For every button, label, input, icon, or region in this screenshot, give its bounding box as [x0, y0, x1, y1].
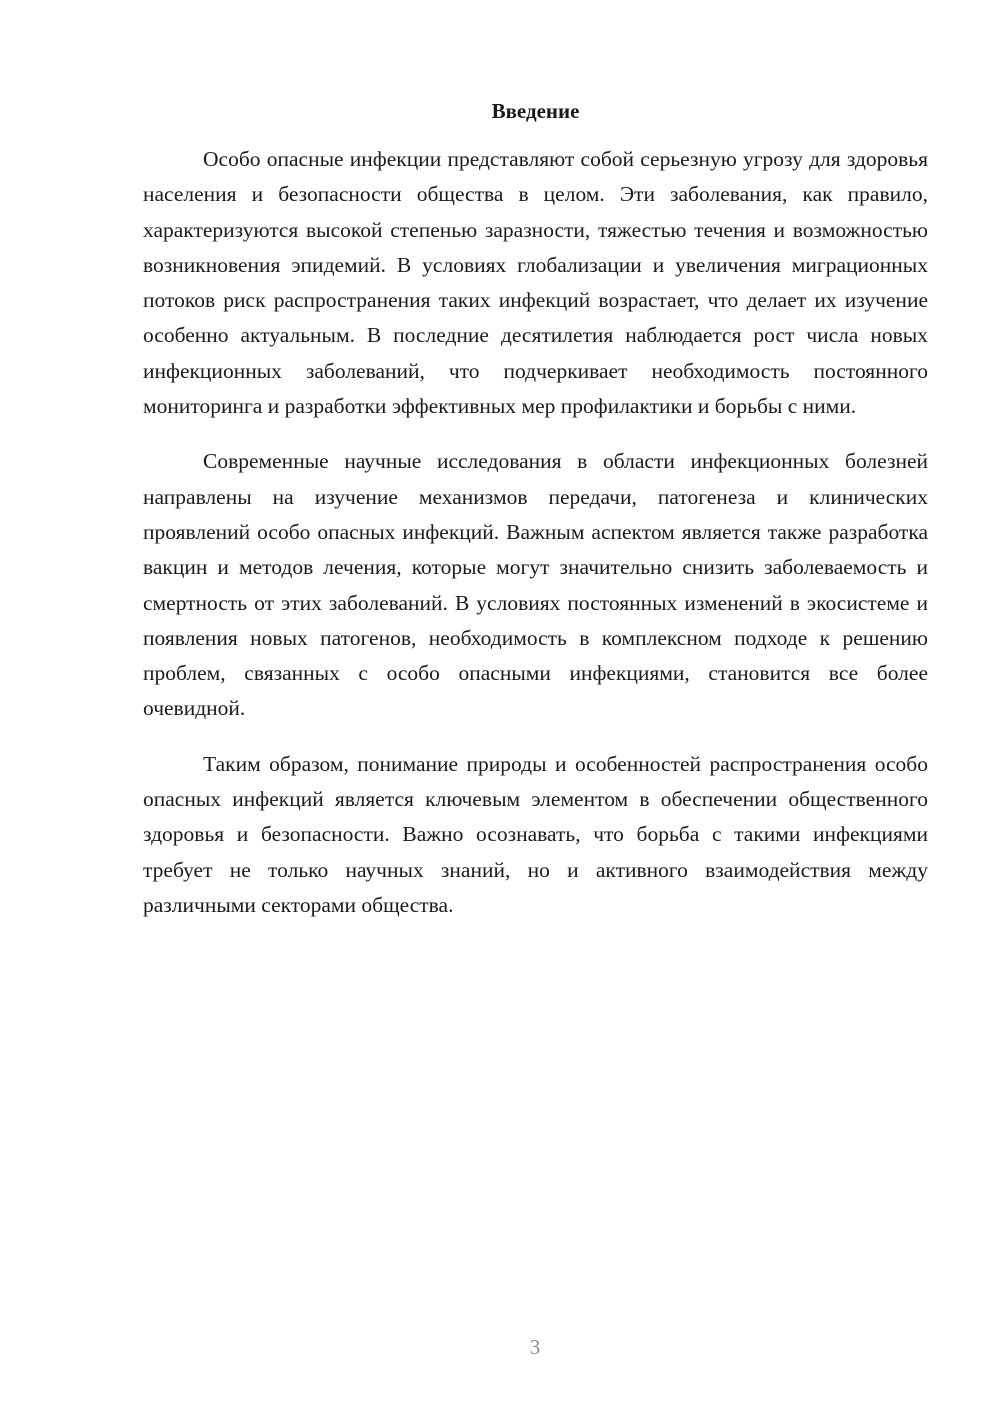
body-text	[143, 142, 928, 943]
paragraph-3: Таким образом, понимание природы и особенностей распространения особо опасных инфекций является ключевым элементом в обеспечении общественного здоровья и безопасности. Важно осознавать, что борьба с такими инфекциями требует не только научных знаний, но и активного взаимодействия между различными секторами общества.	[143, 751, 928, 917]
paragraph-2: Современные научные исследования в области инфекционных болезней направлены на изучение механизмов передачи, патогенеза и клинических проявлений особо опасных инфекций. Важным аспектом является также разработка вакцин и методов лечения, которые могут значительно снизить заболеваемость и смертность от этих заболеваний. В условиях постоянных изменений в экосистеме и появления новых патогенов, необходимость в комплексном подходе к решению проблем, связанных с особо опасными инфекциями, становится все более очевидной.	[143, 449, 928, 721]
page-number: 3	[529, 1335, 541, 1359]
paragraph-1: Особо опасные инфекции представляют собой серьезную угрозу для здоровья населения и безопасности общества в целом. Эти заболевания, как правило, характеризуются высокой степенью заразности, тяжестью течения и возможностью возникновения эпидемий. В условиях глобализации и увеличения миграционных потоков риск распространения таких инфекций возрастает, что делает их изучение особенно актуальным. В последние десятилетия наблюдается рост числа новых инфекционных заболеваний, что подчеркивает необходимость постоянного мониторинга и разработки эффективных мер профилактики и борьбы с ними.	[143, 147, 928, 419]
section-heading: Введение	[491, 99, 580, 123]
